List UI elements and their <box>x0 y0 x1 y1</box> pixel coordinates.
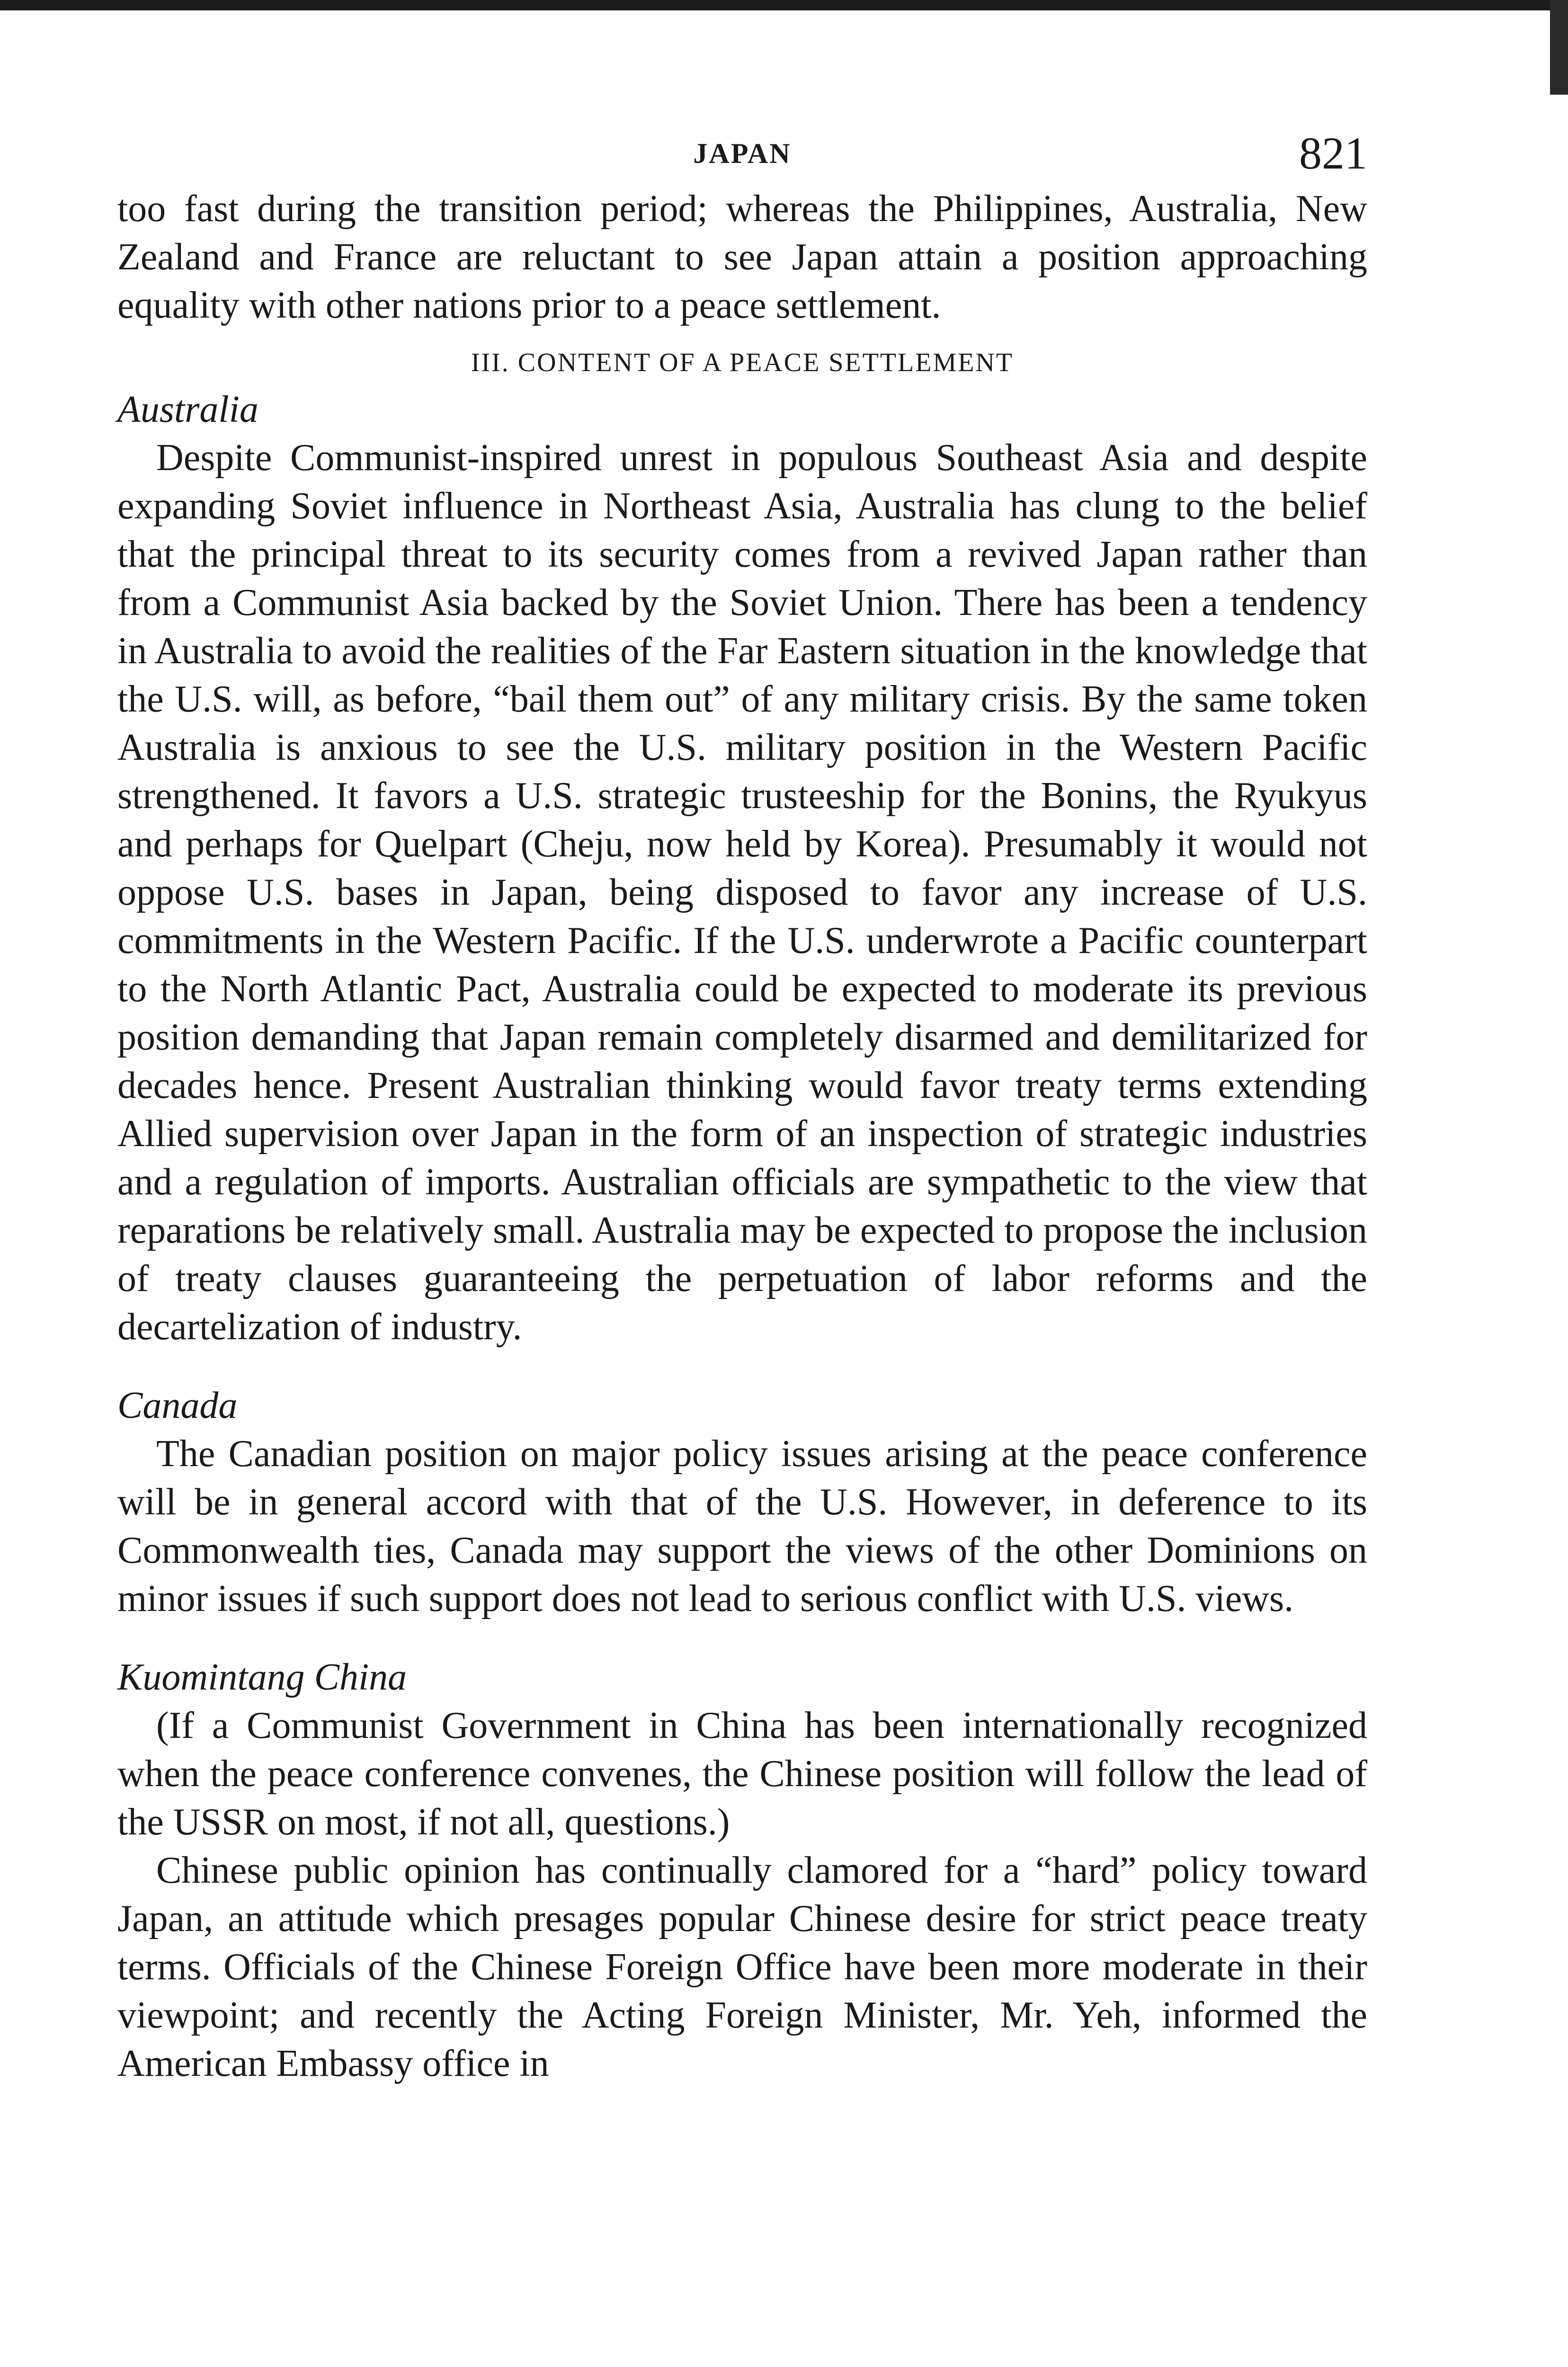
section-kuomintang-china <box>117 1653 1367 2088</box>
subhead-australia: Australia <box>117 389 258 430</box>
paragraph-china-communist-note: (If a Communist Government in China has been internationally recognized when the peace conference convenes, the Chinese position will follow the lead of the USSR on most, if not all, questions.) <box>117 1705 1367 1843</box>
running-head: JAPAN <box>693 138 792 169</box>
scan-right-edge <box>1550 0 1568 95</box>
intro-paragraph: too fast during the transition period; whereas the Philippines, Australia, New Zealand and France are reluctant to see Japan attain a position approaching equality with other nations prior to a peace settlement. <box>117 188 1367 326</box>
scan-top-edge <box>0 0 1568 10</box>
subhead-kuomintang-china: Kuomintang China <box>117 1656 407 1698</box>
section-canada <box>117 1381 1367 1623</box>
paragraph-canada: The Canadian position on major policy issues arising at the peace conference will be in general accord with that of the U.S. However, in deference to its Commonwealth ties, Canada may support the views of the other Dominions on minor issues if such support does not lead to serious conflict with U.S. views. <box>117 1433 1367 1620</box>
section-heading: III. CONTENT OF A PEACE SETTLEMENT <box>471 348 1014 377</box>
page-number: 821 <box>1299 128 1367 178</box>
subhead-canada: Canada <box>117 1385 238 1426</box>
page-header <box>117 114 1367 185</box>
document-page <box>117 114 1367 2088</box>
paragraph-australia: Despite Communist-inspired unrest in populous Southeast Asia and despite expanding Soviet influence in Northeast Asia, Australia has clung to the belief that the principal threat to its security comes from a revived Japan rather than from a Communist Asia backed by the Soviet Union. There has been a tendency in Australia to avoid the realities of the Far Eastern situation in the knowledge that the U.S. will, as before, “bail them out” of any military crisis. By the same token Australia is anxious to see the U.S. military position in the Western Pacific strengthened. It favors a U.S. strategic trusteeship for the Bonins, the Ryukyus and perhaps for Quelpart (Cheju, now held by Korea). Presumably it would not oppose U.S. bases in Japan, being disposed to favor any increase of U.S. commitments in the Western Pacific. If the U.S. underwrote a Pacific counterpart to the North Atlantic Pact, Australia could be expected to moderate its previous position demanding that Japan remain completely disarmed and demilitarized for decades hence. Present Australian thinking would favor treaty terms extending Allied supervision over Japan in the form of an inspection of strategic industries and a regulation of imports. Australian officials are sympathetic to the view that reparations be relatively small. Australia may be expected to propose the inclusion of treaty clauses guaranteeing the perpetuation of labor reforms and the decartelization of industry. <box>117 437 1367 1348</box>
paragraph-china-public-opinion: Chinese public opinion has continually clamored for a “hard” policy toward Japan, an attitude which presages popular Chinese desire for strict peace treaty terms. Officials of the Chinese Foreign Office have been more moderate in their viewpoint; and recently the Acting Foreign Minister, Mr. Yeh, informed the American Embassy office in <box>117 1850 1367 2084</box>
section-australia <box>117 385 1367 1351</box>
